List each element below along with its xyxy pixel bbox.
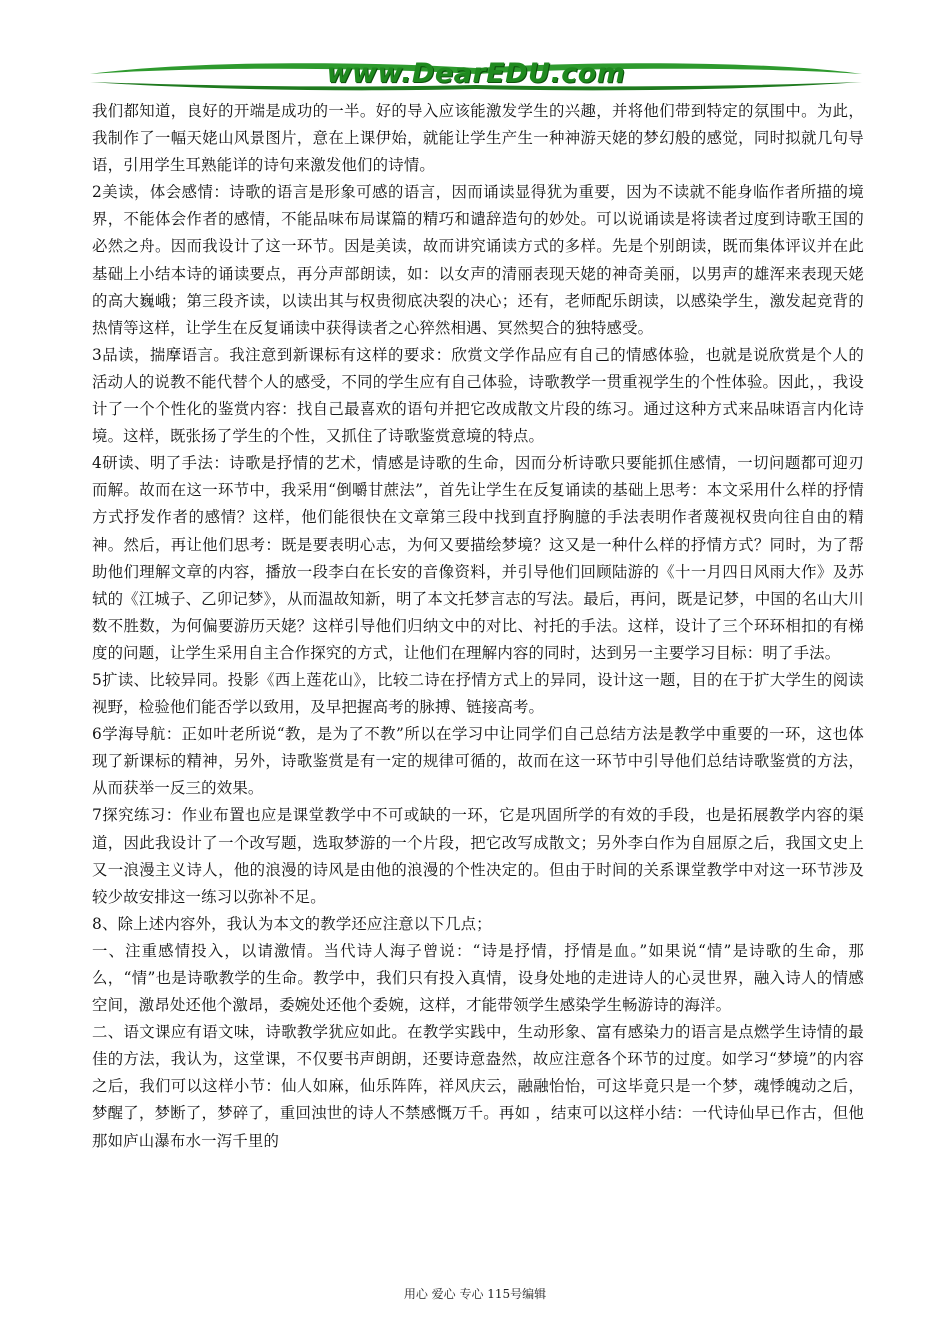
paragraph: 4研读、明了手法：诗歌是抒情的艺术，情感是诗歌的生命，因而分析诗歌只要能抓住感情，一切问题都可迎刃而解。故而在这一环节中，我采用“倒嚼甘蔗法”，首先让学生在反复诵读的基础上思考：本文采用什么样的抒情方式抒发作者的感情？这样，他们能很快在文章第三段中找到直抒胸臆的手法表明作者蔑视权贵向往自由的精神。然后，再让他们思考：既是要表明心志，为何又要描绘梦境？这又是一种什么样的抒情方式？同时，为了帮助他们理解文章的内容，播放一段李白在长安的音像资料，并引导他们回顾陆游的《十一月四日风雨大作》及苏轼的《江城子、乙卯记梦》，从而温故知新，明了本文托梦言志的写法。最后，再问，既是记梦，中国的名山大川数不胜数，为何偏要游历天姥？这样引导他们归纳文中的对比、衬托的手法。这样，设计了三个环环相扣的有梯度的问题，让学生采用自主合作探究的方式，让他们在理解内容的同时，达到另一主要学习目标：明了手法。: [92, 454, 864, 662]
paragraph: 二、语文课应有语文味，诗歌教学犹应如此。在教学实践中，生动形象、富有感染力的语言是点燃学生诗情的最佳的方法，我认为，这堂课，不仅要书声朗朗，还要诗意盎然，故应注意各个环节的过度。如学习“梦境”的内容之后，我们可以这样小节：仙人如麻，仙乐阵阵，祥风庆云，融融怡怡，可这毕竟只是一个梦，魂悸魄动之后，梦醒了，梦断了，梦碎了，重回浊世的诗人不禁感慨万千。再如 ，结束可以这样小结：一代诗仙早已作古，但他那如庐山瀑布水一泻千里的: [92, 1023, 864, 1150]
site-logo[interactable]: www.DearEDU.com: [326, 58, 626, 89]
paragraph: 6学海导航：正如叶老所说“教，是为了不教”所以在学习中让同学们自己总结方法是教学中重要的一环，这也体现了新课标的精神，另外，诗歌鉴赏是有一定的规律可循的，故而在这一环节中引导他们总结诗歌鉴赏的方法，从而获举一反三的效果。: [92, 725, 864, 798]
paragraph: 3品读，揣摩语言。我注意到新课标有这样的要求：欣赏文学作品应有自己的情感体验，也就是说欣赏是个人的活动人的说教不能代替个人的感受，不同的学生应有自己体验，诗歌教学一贯重视学生的个性体验。因此，，我设计了一个个性化的鉴赏内容：找自己最喜欢的语句并把它改成散文片段的练习。通过这种方式来品味语言内化诗境。这样，既张扬了学生的个性，又抓住了诗歌鉴赏意境的特点。: [92, 345, 864, 446]
page-footer: 用心 爱心 专心 115号编辑: [403, 1287, 547, 1301]
paragraph: 8、除上述内容外，我认为本文的教学还应注意以下几点；: [92, 914, 492, 933]
paragraph: 2美读，体会感情：诗歌的语言是形象可感的语言，因而诵读显得犹为重要，因为不读就不能身临作者所描的境界，不能体会作者的感情，不能品味布局谋篇的精巧和谴辞造句的妙处。可以说诵读是将读者过度到诗歌王国的必然之舟。因而我设计了这一环节。因是美读，故而讲究诵读方式的多样。先是个别朗读，既而集体评议并在此基础上小结本诗的诵读要点，再分声部朗读，如：以女声的清丽表现天姥的神奇美丽，以男声的雄浑来表现天姥的高大巍峨；第三段齐读，以读出其与权贵彻底决裂的决心；还有，老师配乐朗读，以感染学生，激发起竞背的热情等这样，让学生在反复诵读中获得读者之心猝然相遇、冥然契合的独特感受。: [92, 183, 864, 337]
paragraph: 7探究练习：作业布置也应是课堂教学中不可或缺的一环，它是巩固所学的有效的手段，也是拓展教学内容的渠道，因此我设计了一个改写题，选取梦游的一个片段，把它改写成散文；另外李白作为自屈原之后，我国文史上又一浪漫主义诗人，他的浪漫的诗风是由他的浪漫的个性决定的。但由于时间的关系课堂教学中对这一环节涉及较少故安排这一练习以弥补不足。: [92, 806, 864, 906]
site-header: [88, 52, 864, 100]
paragraph: 我们都知道，良好的开端是成功的一半。好的导入应该能激发学生的兴趣，并将他们带到特定的氛围中。为此，我制作了一幅天姥山风景图片，意在上课伊始，就能让学生产生一种神游天姥的梦幻般的感觉，同时拟就几句导语，引用学生耳熟能详的诗句来激发他们的诗情。: [92, 102, 864, 175]
paragraph: 5扩读、比较异同。投影《西上莲花山》，比较二诗在抒情方式上的异同，设计这一题，目的在于扩大学生的阅读视野，检验他们能否学以致用，及早把握高考的脉搏、链接高考。: [92, 670, 864, 717]
paragraph: 一、注重感情投入，以请激情。当代诗人海子曾说：“诗是抒情，抒情是血。”如果说“情”是诗歌的生命，那么，“情”也是诗歌教学的生命。教学中，我们只有投入真情，设身处地的走进诗人的心灵世界，融入诗人的情感空间，激昂处还他个激昂，委婉处还他个委婉，这样，才能带领学生感染学生畅游诗的海洋。: [92, 941, 864, 1015]
document-body: [92, 98, 864, 1155]
